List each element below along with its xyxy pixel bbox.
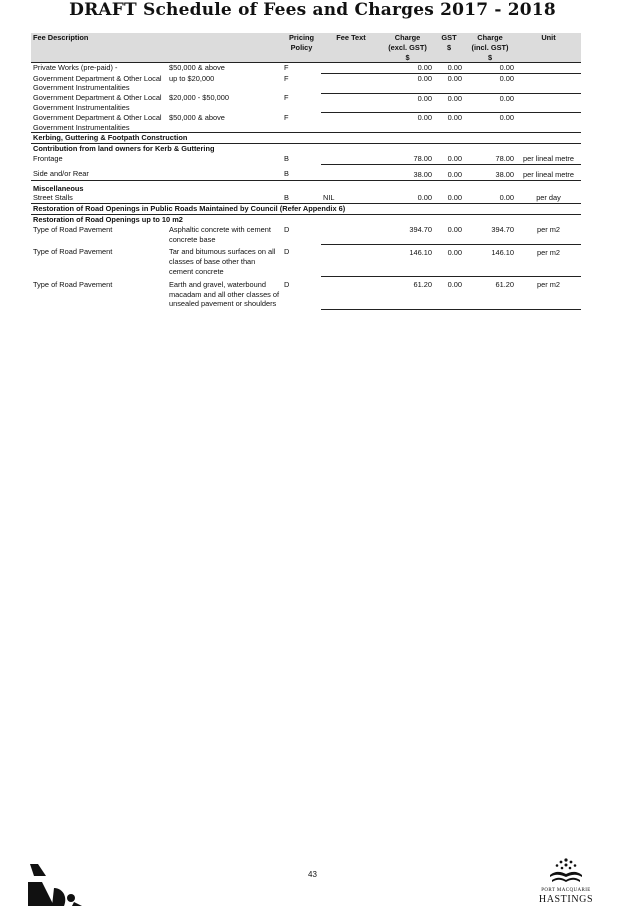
cell-unit: per m2	[516, 244, 581, 276]
cell-gst: 0.00	[434, 193, 464, 203]
cell-description: Side and/or Rear	[33, 169, 89, 179]
cell-charge-excl: 0.00	[381, 74, 434, 94]
cell-unit: per lineal metre	[516, 154, 581, 164]
cell-pricing-policy: D	[284, 247, 290, 257]
cell-description: Government Department & Other Local Government Instrumentalities	[33, 112, 162, 132]
cell-fee-text	[321, 164, 381, 180]
cell-charge-excl: 0.00	[381, 63, 434, 74]
cell-gst: 0.00	[434, 93, 464, 113]
cell-pricing-policy: F	[284, 73, 289, 83]
table-row	[31, 244, 581, 276]
cell-charge-incl: 0.00	[464, 93, 516, 113]
table-header-row	[31, 33, 581, 63]
header-fee-description: Fee Description	[31, 33, 282, 63]
cell-gst: 0.00	[434, 154, 464, 164]
cell-charge-incl: 38.00	[464, 164, 516, 180]
cell-description: Type of Road Pavement	[33, 224, 113, 234]
cell-charge-incl: 78.00	[464, 154, 516, 164]
section-kerbing: Kerbing, Guttering & Footpath Construction	[31, 133, 581, 144]
cell-description: Private Works (pre-paid) -	[33, 63, 118, 73]
cell-charge-excl: 0.00	[381, 93, 434, 113]
cell-fee-text	[321, 93, 381, 113]
table-row	[31, 63, 581, 74]
cell-unit	[516, 63, 581, 74]
cell-sub-description: $50,000 & above	[169, 112, 225, 122]
cell-pricing-policy: F	[284, 93, 289, 103]
cell-pricing-policy: D	[284, 224, 290, 234]
cell-sub-description	[167, 164, 282, 180]
cell-pricing-policy: F	[284, 112, 289, 122]
cell-description: Type of Road Pavement	[33, 279, 113, 289]
table-row	[31, 93, 581, 113]
table-row	[31, 113, 581, 133]
cell-description: Government Department & Other Local Government Instrumentalities	[33, 93, 162, 113]
table-row	[31, 154, 581, 164]
cell-charge-incl: 0.00	[464, 113, 516, 133]
cell-unit	[516, 113, 581, 133]
page-number: 43	[308, 870, 317, 879]
cell-sub-description	[167, 154, 282, 164]
header-fee-text: Fee Text	[321, 33, 381, 63]
cell-unit: per lineal metre	[516, 164, 581, 180]
cell-sub-description: $50,000 & above	[169, 63, 225, 73]
cell-pricing-policy: B	[284, 169, 289, 179]
cell-charge-excl: 146.10	[381, 244, 434, 276]
section-miscellaneous: Miscellaneous	[31, 180, 581, 193]
table-row	[31, 193, 581, 203]
cell-fee-text	[321, 154, 381, 164]
cell-sub-description	[167, 193, 282, 203]
header-charge-excl: Charge (excl. GST) $	[381, 33, 434, 63]
cell-sub-description: up to $20,000	[169, 73, 215, 83]
cell-charge-excl: 394.70	[381, 225, 434, 245]
cell-charge-excl: 0.00	[381, 193, 434, 203]
cell-charge-incl: 61.20	[464, 277, 516, 309]
cell-charge-excl: 38.00	[381, 164, 434, 180]
cell-unit: per day	[516, 193, 581, 203]
header-unit: Unit	[516, 33, 581, 63]
cell-unit: per m2	[516, 277, 581, 309]
document-title: DRAFT Schedule of Fees and Charges 2017 - 2018	[69, 0, 556, 20]
cell-pricing-policy: B	[284, 193, 289, 203]
cell-gst: 0.00	[434, 63, 464, 74]
table-row	[31, 164, 581, 180]
section-header-row	[31, 215, 581, 225]
cell-unit	[516, 93, 581, 113]
cell-charge-incl: 0.00	[464, 74, 516, 94]
cell-charge-incl: 0.00	[464, 63, 516, 74]
cell-fee-text	[321, 277, 381, 309]
section-header-row	[31, 144, 581, 154]
header-gst: GST $	[434, 33, 464, 63]
cell-fee-text	[321, 244, 381, 276]
cell-pricing-policy: B	[284, 154, 289, 164]
cell-gst: 0.00	[434, 113, 464, 133]
cell-charge-excl: 0.00	[381, 113, 434, 133]
section-restoration-10m2: Restoration of Road Openings up to 10 m2	[31, 215, 581, 225]
cell-fee-text	[321, 63, 381, 74]
cell-charge-incl: 0.00	[464, 193, 516, 203]
cell-gst: 0.00	[434, 225, 464, 245]
council-logo	[532, 857, 600, 905]
cell-gst: 0.00	[434, 74, 464, 94]
cell-fee-text	[321, 225, 381, 245]
fees-table	[31, 33, 581, 310]
section-restoration: Restoration of Road Openings in Public Roads Maintained by Council (Refer Appendix 6)	[31, 204, 581, 215]
section-header-row	[31, 180, 581, 193]
cell-charge-incl: 146.10	[464, 244, 516, 276]
cell-description: Type of Road Pavement	[33, 247, 113, 257]
cell-sub-description: Earth and gravel, waterbound macadam and all other classes of unsealed pavement or shoulders	[169, 279, 280, 309]
table-row	[31, 277, 581, 309]
cell-sub-description: Asphaltic concrete with cement concrete base	[169, 224, 271, 244]
header-pricing-policy: Pricing Policy	[282, 33, 321, 63]
cell-sub-description: $20,000 - $50,000	[169, 93, 229, 103]
section-contribution: Contribution from land owners for Kerb & Guttering	[31, 144, 581, 154]
cell-unit	[516, 74, 581, 94]
cell-gst: 0.00	[434, 164, 464, 180]
council-name-line1: PORT MACQUARIE	[541, 888, 591, 893]
cell-charge-incl: 394.70	[464, 225, 516, 245]
header-charge-incl: Charge (incl. GST) $	[464, 33, 516, 63]
cell-description: Frontage	[33, 154, 63, 164]
cell-gst: 0.00	[434, 277, 464, 309]
cell-pricing-policy: F	[284, 63, 289, 73]
table-row	[31, 74, 581, 94]
cell-fee-text: NIL	[321, 193, 381, 203]
cell-description: Government Department & Other Local Government Instrumentalities	[33, 73, 162, 93]
council-name-line2: HASTINGS	[538, 894, 594, 905]
council-emblem-icon	[546, 857, 586, 883]
cell-gst: 0.00	[434, 244, 464, 276]
cell-charge-excl: 78.00	[381, 154, 434, 164]
table-row	[31, 225, 581, 245]
section-header-row	[31, 204, 581, 215]
section-header-row	[31, 133, 581, 144]
cell-sub-description: Tar and bitumous surfaces on all classes of base other than cement concrete	[169, 247, 276, 277]
cell-pricing-policy: D	[284, 279, 290, 289]
cell-unit: per m2	[516, 225, 581, 245]
cell-charge-excl: 61.20	[381, 277, 434, 309]
cell-fee-text	[321, 113, 381, 133]
cell-description: Street Stalls	[33, 193, 73, 203]
cell-fee-text	[321, 74, 381, 94]
